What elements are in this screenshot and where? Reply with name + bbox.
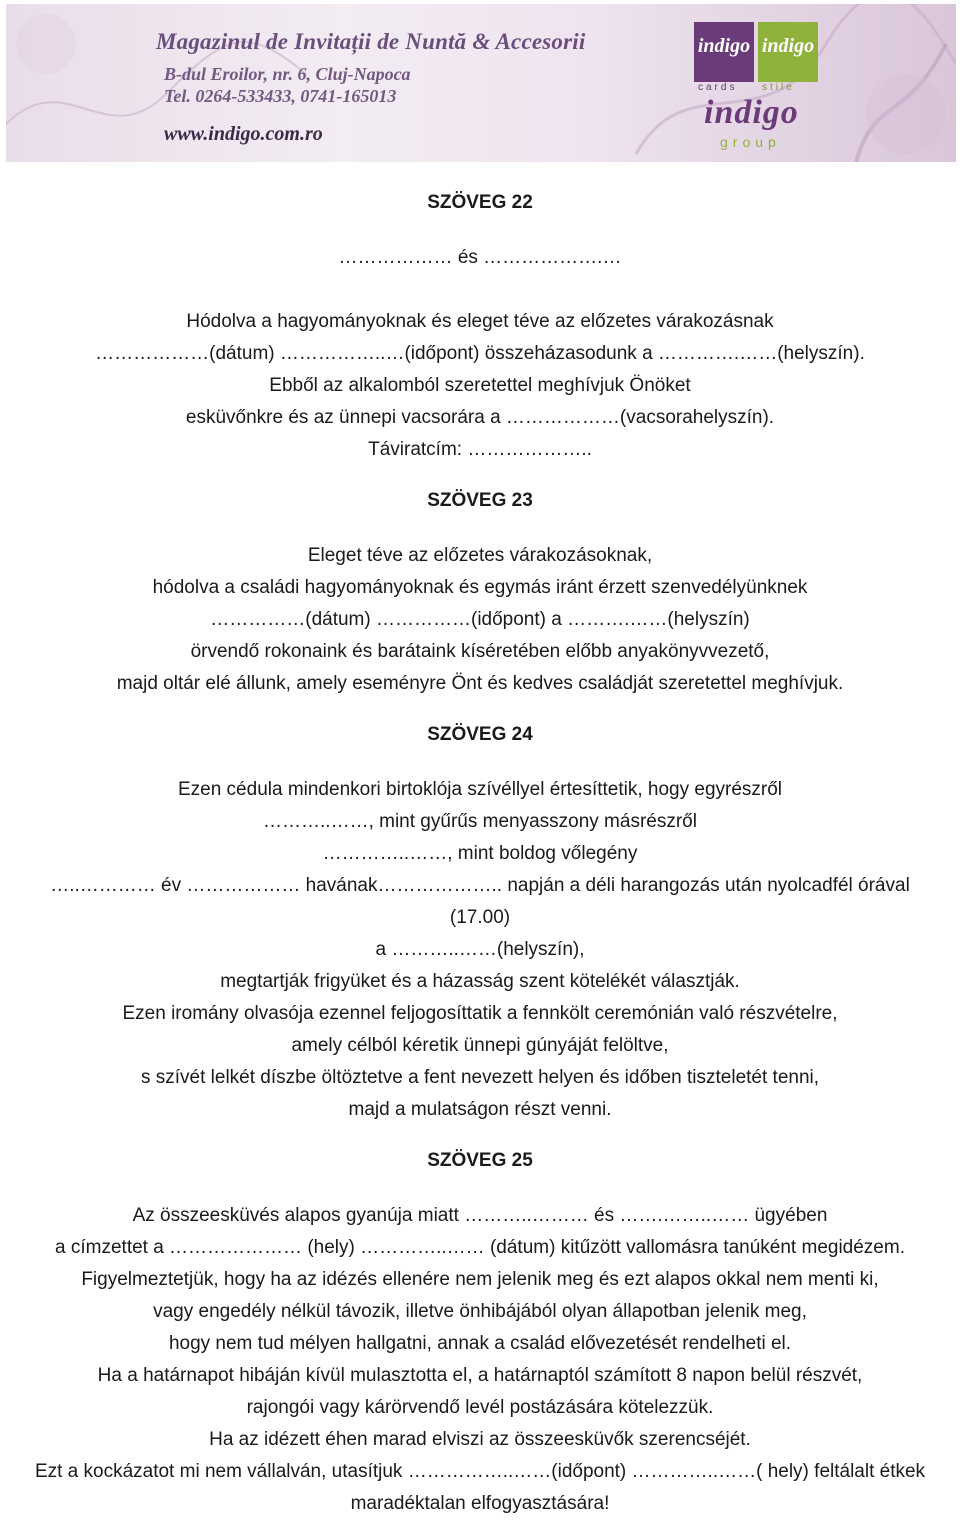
- logo-cards-label: cards: [698, 82, 738, 93]
- shop-website: www.indigo.com.ro: [164, 122, 323, 145]
- text-line: megtartják frigyüket és a házasság szent kötelékét választják.: [220, 971, 740, 992]
- text-line: Ebből az alkalomból szeretettel meghívjuk Önöket: [269, 375, 691, 396]
- text-line: rajongói vagy kárörvendő levél postázására kötelezzük.: [246, 1397, 714, 1418]
- text-line: [0, 274, 960, 306]
- text-line: majd oltár elé állunk, amely eseményre Önt és kedves családját szeretettel meghívjuk.: [116, 673, 844, 694]
- text-line: Ezt a kockázatot mi nem vállalván, utasítjuk ……………..……(időpont) …………..……( hely) feltálalt étkek: [34, 1461, 926, 1482]
- text-line: Ha az idézett éhen marad elviszi az összeesküvők szerencséjét.: [209, 1429, 751, 1450]
- text-section-24: [0, 718, 960, 1126]
- text-line: Ha a határnapot hibáján kívül mulasztotta el, a határnaptól számított 8 napon belül részvét,: [97, 1365, 863, 1386]
- text-line: esküvőnkre és az ünnepi vacsorára a ………………(vacsorahelyszín).: [185, 407, 775, 428]
- text-line: ……………… és ……………….…: [338, 247, 622, 268]
- banner-text-block: [156, 28, 636, 147]
- text-section-22: [0, 186, 960, 466]
- text-line: Figyelmeztetjük, hogy ha az idézés ellenére nem jelenik meg és ezt alapos okkal nem menti ki,: [81, 1269, 879, 1290]
- text-line: ……………(dátum) ……………(időpont) a ……….……(helyszín): [210, 609, 750, 630]
- section-heading: SZÖVEG 24: [427, 724, 533, 745]
- text-line: örvendő rokonaink és barátaink kíséretében előbb anyakönyvvezető,: [190, 641, 770, 662]
- text-line: (17.00): [449, 907, 511, 928]
- text-line: Táviratcím: ………………..: [368, 439, 592, 460]
- section-heading: SZÖVEG 25: [427, 1150, 533, 1171]
- logo-stile-label: stile: [762, 82, 795, 93]
- text-line: hogy nem tud mélyen hallgatni, annak a család elővezetését rendelheti el.: [168, 1333, 792, 1354]
- text-line: Hódolva a hagyományoknak és eleget téve az előzetes várakozásnak: [186, 311, 774, 332]
- shop-phone: Tel. 0264-533433, 0741-165013: [164, 86, 397, 107]
- section-heading: SZÖVEG 23: [427, 490, 533, 511]
- text-line: …..………… év ……………… havának……………….. napján a déli harangozás után nyolcadfél órával: [50, 875, 910, 896]
- text-line: ………..……, mint gyűrűs menyasszony másrészről: [263, 811, 697, 832]
- header-banner: [6, 4, 956, 162]
- shop-address: B-dul Eroilor, nr. 6, Cluj-Napoca: [164, 63, 411, 84]
- indigo-logo: [686, 22, 816, 152]
- section-heading: SZÖVEG 22: [427, 192, 533, 213]
- text-line: maradéktalan elfogyasztására!: [350, 1493, 610, 1514]
- text-line: vagy engedély nélkül távozik, illetve önhibájából olyan állapotban jelenik meg,: [153, 1301, 807, 1322]
- logo-indigo-stile-box: indigo: [758, 22, 818, 82]
- text-section-25: [0, 1144, 960, 1520]
- text-line: amely célból kéretik ünnepi gúnyáját felöltve,: [291, 1035, 669, 1056]
- logo-group-label: group: [720, 134, 781, 150]
- text-line: hódolva a családi hagyományoknak és egymás iránt érzett szenvedélyünknek: [152, 577, 808, 598]
- text-section-23: [0, 484, 960, 700]
- text-line: Eleget téve az előzetes várakozásoknak,: [307, 545, 653, 566]
- text-line: Ezen iromány olvasója ezennel feljogosíttatik a fennkölt ceremónián való részvételre,: [122, 1003, 838, 1024]
- text-line: ………………(dátum) ……………..…(időpont) összeházasodunk a ………….……(helyszín).: [95, 343, 865, 364]
- invitation-texts: [0, 186, 960, 1520]
- text-line: Ezen cédula mindenkori birtoklója szívéllyel értesíttetik, hogy egyrészről: [177, 779, 783, 800]
- text-line: majd a mulatságon részt venni.: [348, 1099, 612, 1120]
- text-line: …………..……, mint boldog vőlegény: [322, 843, 638, 864]
- text-line: Az összeesküvés alapos gyanúja miatt ………..……… és …….……..…… ügyében: [132, 1205, 828, 1226]
- text-line: s szívét lelkét díszbe öltöztetve a fent nevezett helyen és időben tiszteletét tenni,: [140, 1067, 820, 1088]
- logo-indigo-wordmark: indigo: [704, 94, 799, 131]
- text-line: a ………..……(helyszín),: [375, 939, 585, 960]
- shop-title: Magazinul de Invitații de Nuntă & Accesorii: [156, 29, 586, 54]
- text-line: a címzettet a ………………… (hely) …………..…… (dátum) kitűzött vallomásra tanúként megidézem.: [55, 1237, 905, 1258]
- logo-indigo-cards-box: indigo: [694, 22, 754, 82]
